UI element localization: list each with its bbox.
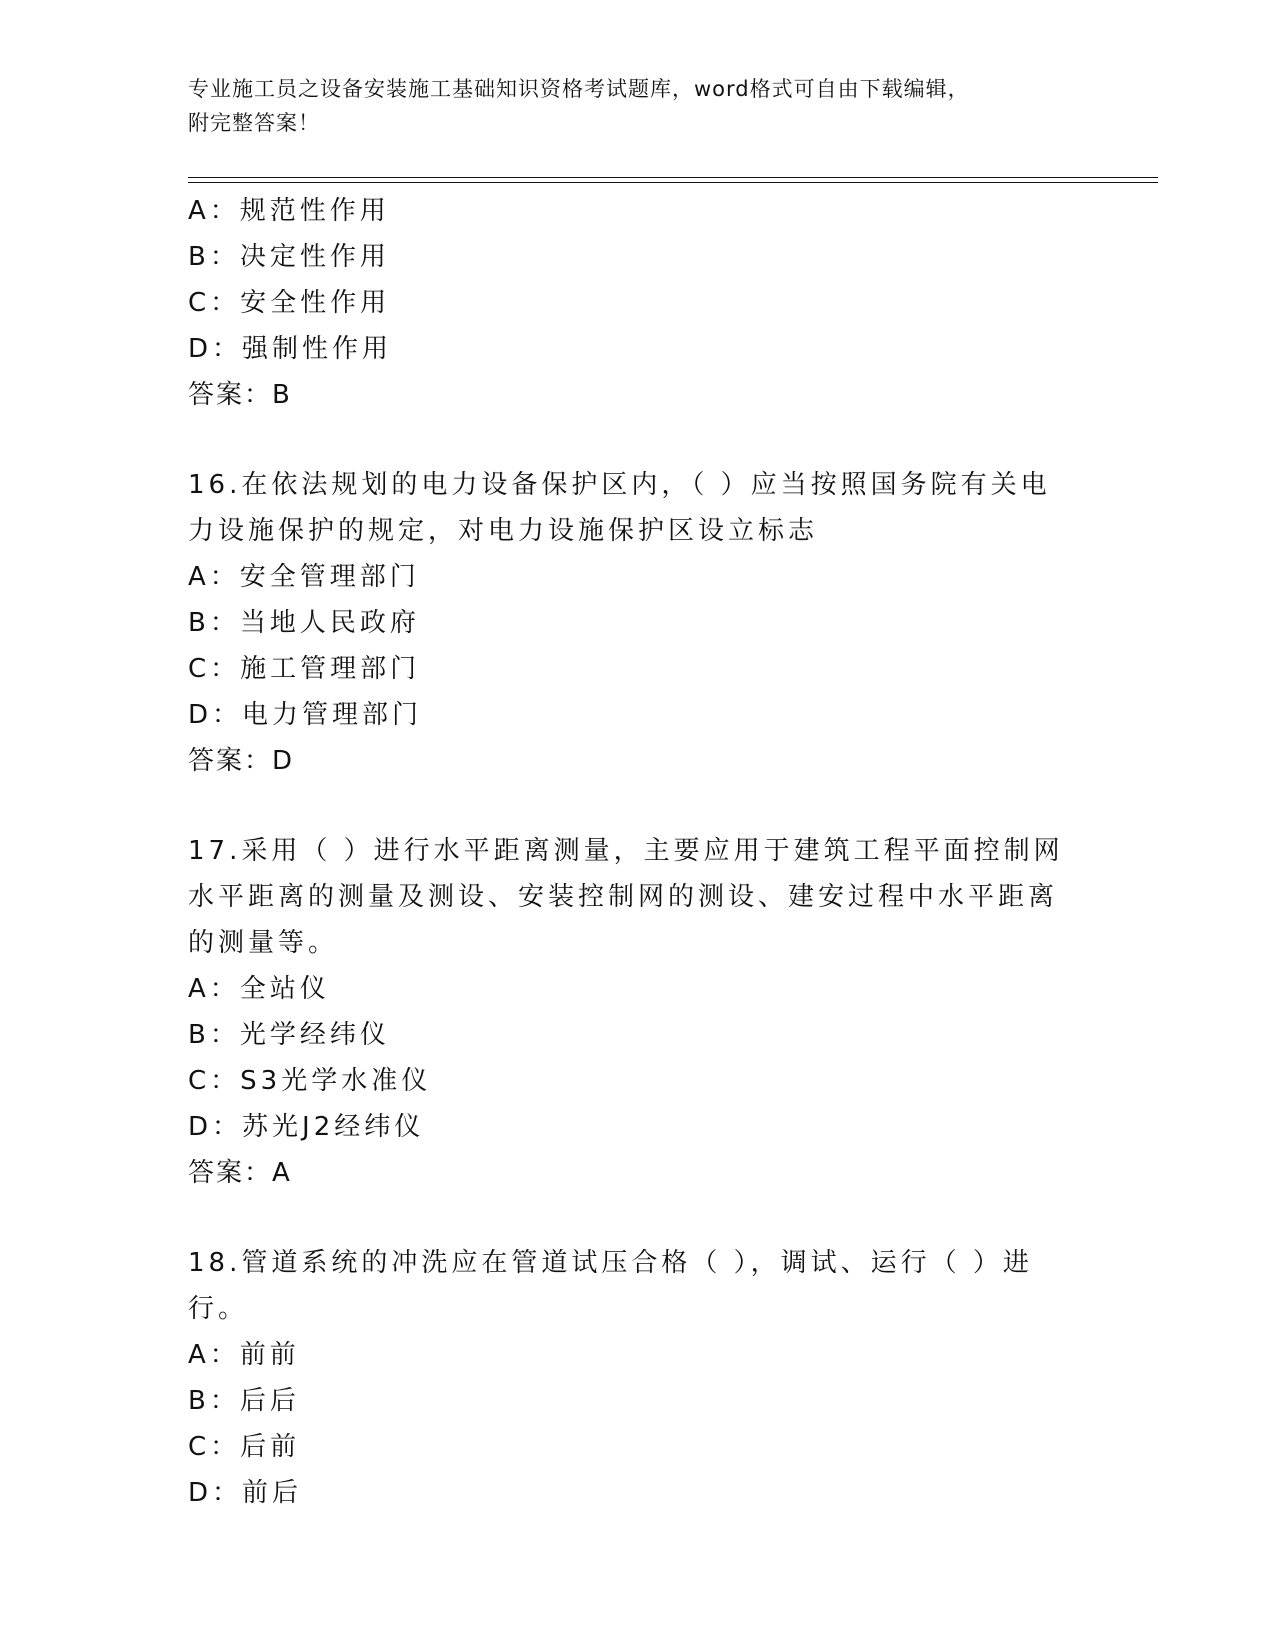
- option-c: C：后前: [188, 1432, 301, 1462]
- header-divider-top: [188, 177, 1158, 178]
- question-list: [188, 188, 1068, 1516]
- header-line-1: 专业施工员之设备安装施工基础知识资格考试题库，word格式可自由下载编辑，: [188, 77, 970, 101]
- option-a: A：安全管理部门: [188, 562, 420, 592]
- option-a: A：前前: [188, 1340, 300, 1370]
- answer: 答案：D: [188, 746, 295, 776]
- option-c: C：S3光学水准仪: [188, 1066, 432, 1096]
- answer: 答案：B: [188, 380, 292, 410]
- option-d: D：电力管理部门: [188, 700, 423, 730]
- question-text: 18.管道系统的冲洗应在管道试压合格（ ），调试、运行（ ）进行。: [188, 1248, 1033, 1324]
- option-c: C：施工管理部门: [188, 654, 421, 684]
- answer: 答案：A: [188, 1158, 292, 1188]
- option-d: D：苏光J2经纬仪: [188, 1112, 425, 1142]
- option-d: D：强制性作用: [188, 334, 393, 364]
- option-b: B：后后: [188, 1386, 300, 1416]
- question-15-continued: [188, 188, 1068, 418]
- option-b: B：当地人民政府: [188, 608, 420, 638]
- option-d: D：前后: [188, 1478, 303, 1508]
- question-text: 16.在依法规划的电力设备保护区内，（ ）应当按照国务院有关电力设施保护的规定，对电力设施保护区设立标志: [188, 470, 1051, 546]
- header-divider-bottom: [188, 182, 1158, 183]
- question-17: [188, 828, 1068, 1196]
- question-18: [188, 1240, 1068, 1516]
- question-text: 17.采用（ ）进行水平距离测量，主要应用于建筑工程平面控制网水平距离的测量及测设、安装控制网的测设、建安过程中水平距离的测量等。: [188, 836, 1064, 958]
- option-b: B：光学经纬仪: [188, 1020, 390, 1050]
- header-line-2: 附完整答案！: [188, 111, 320, 135]
- document-header: [188, 72, 1068, 140]
- option-c: C：安全性作用: [188, 288, 391, 318]
- option-a: A：规范性作用: [188, 196, 390, 226]
- option-b: B：决定性作用: [188, 242, 390, 272]
- option-a: A：全站仪: [188, 974, 330, 1004]
- question-16: [188, 462, 1068, 784]
